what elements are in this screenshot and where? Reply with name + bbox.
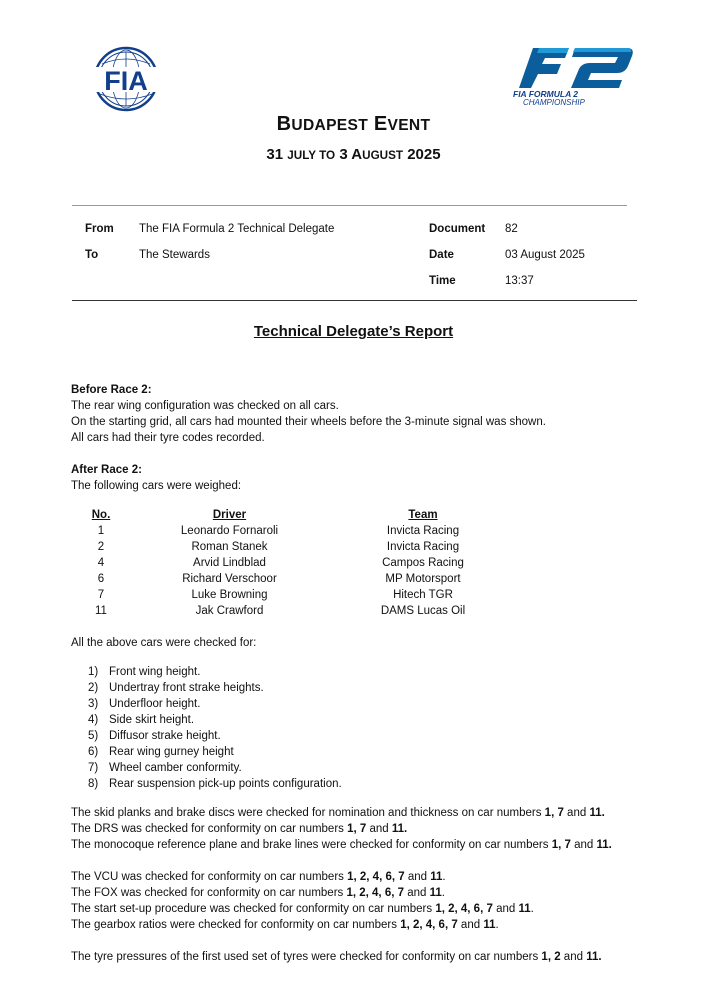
finding-fox: The FOX was checked for conformity on car numbers 1, 2, 4, 6, 7 and 11. bbox=[71, 887, 445, 899]
list-item-text: Side skirt height. bbox=[109, 714, 195, 726]
list-item-number: 2) bbox=[88, 682, 99, 694]
table-row bbox=[85, 555, 504, 571]
fia-logo bbox=[80, 46, 172, 112]
finding-drs: The DRS was checked for conformity on car numbers 1, 7 and 11. bbox=[71, 823, 408, 835]
checked-intro: All the above cars were checked for: bbox=[71, 637, 257, 649]
list-item-text: Front wing height. bbox=[109, 666, 201, 678]
list-item bbox=[88, 680, 671, 696]
before-race-heading: Before Race 2: bbox=[71, 384, 152, 396]
team-name: DAMS Lucas Oil bbox=[380, 605, 466, 617]
list-item-text: Underfloor height. bbox=[109, 698, 201, 710]
driver-name: Jak Crawford bbox=[195, 605, 264, 617]
list-item-number: 8) bbox=[88, 778, 99, 790]
list-item-number: 3) bbox=[88, 698, 99, 710]
time-label: Time bbox=[429, 275, 456, 287]
finding-skid-planks: The skid planks and brake discs were checked for nomination and thickness on car numbers 1, 7 and 11. bbox=[71, 807, 605, 819]
driver-name: Richard Verschoor bbox=[182, 573, 277, 585]
team-name: Invicta Racing bbox=[386, 525, 460, 537]
svg-text:FIA FORMULA 2: FIA FORMULA 2 bbox=[513, 89, 579, 99]
car-number: 1 bbox=[97, 525, 105, 537]
finding-monocoque: The monocoque reference plane and brake lines were checked for conformity on car numbers 1, 7 and 11. bbox=[71, 839, 612, 851]
team-name: Campos Racing bbox=[382, 557, 464, 569]
finding-start-setup: The start set-up procedure was checked for conformity on car numbers 1, 2, 4, 6, 7 and 11. bbox=[71, 903, 534, 915]
date-label: Date bbox=[429, 249, 454, 261]
f2-championship-logo bbox=[505, 44, 637, 106]
finding-tyre-pressures: The tyre pressures of the first used set of tyres were checked for conformity on car numbers 1, 2 and 11. bbox=[71, 951, 602, 963]
header-divider-top bbox=[72, 205, 627, 206]
table-row bbox=[85, 539, 504, 555]
checks-list bbox=[71, 664, 671, 792]
car-number: 4 bbox=[97, 557, 105, 569]
report-body bbox=[71, 382, 671, 965]
time-value: 13:37 bbox=[505, 275, 534, 287]
list-item bbox=[88, 696, 671, 712]
from-value: The FIA Formula 2 Technical Delegate bbox=[139, 223, 335, 235]
header-divider-bottom bbox=[72, 300, 637, 301]
document-value: 82 bbox=[505, 223, 518, 235]
driver-name: Arvid Lindblad bbox=[193, 557, 266, 569]
report-title: Technical Delegate’s Report bbox=[253, 323, 454, 340]
list-item-text: Diffusor strake height. bbox=[109, 730, 221, 742]
col-header-team: Team bbox=[408, 509, 438, 521]
table-header-row bbox=[85, 507, 504, 523]
col-header-no: No. bbox=[91, 509, 111, 521]
driver-name: Leonardo Fornaroli bbox=[180, 525, 279, 537]
after-race-heading: After Race 2: bbox=[71, 464, 142, 476]
car-number: 2 bbox=[97, 541, 105, 553]
before-race-line: On the starting grid, all cars had mounted their wheels before the 3-minute signal was shown. bbox=[71, 416, 546, 428]
team-name: MP Motorsport bbox=[385, 573, 461, 585]
to-value: The Stewards bbox=[139, 249, 210, 261]
car-number: 6 bbox=[97, 573, 105, 585]
list-item-number: 1) bbox=[88, 666, 99, 678]
before-race-line: The rear wing configuration was checked on all cars. bbox=[71, 400, 339, 412]
list-item bbox=[88, 664, 671, 680]
event-dates: 31 JULY TO 3 AUGUST 2025 bbox=[266, 146, 441, 163]
weighed-cars-table bbox=[85, 507, 504, 619]
date-value: 03 August 2025 bbox=[505, 249, 585, 261]
col-header-driver: Driver bbox=[212, 509, 247, 521]
car-number: 7 bbox=[97, 589, 105, 601]
finding-gearbox: The gearbox ratios were checked for conformity on car numbers 1, 2, 4, 6, 7 and 11. bbox=[71, 919, 499, 931]
list-item-text: Undertray front strake heights. bbox=[109, 682, 264, 694]
table-row bbox=[85, 523, 504, 539]
list-item-number: 7) bbox=[88, 762, 99, 774]
driver-name: Roman Stanek bbox=[191, 541, 268, 553]
list-item-number: 5) bbox=[88, 730, 99, 742]
before-race-line: All cars had their tyre codes recorded. bbox=[71, 432, 265, 444]
list-item-number: 6) bbox=[88, 746, 99, 758]
table-row bbox=[85, 587, 504, 603]
list-item bbox=[88, 712, 671, 728]
svg-text:FIA: FIA bbox=[104, 66, 148, 96]
weighed-intro: The following cars were weighed: bbox=[71, 480, 242, 492]
svg-text:CHAMPIONSHIP: CHAMPIONSHIP bbox=[523, 98, 585, 106]
list-item-text: Rear suspension pick-up points configuration. bbox=[109, 778, 342, 790]
table-row bbox=[85, 571, 504, 587]
team-name: Hitech TGR bbox=[393, 589, 453, 601]
to-label: To bbox=[85, 249, 99, 261]
list-item-number: 4) bbox=[88, 714, 99, 726]
event-title: BUDAPEST EVENT bbox=[276, 113, 431, 135]
table-row bbox=[85, 603, 504, 619]
car-number: 11 bbox=[95, 605, 107, 617]
list-item bbox=[88, 728, 671, 744]
driver-name: Luke Browning bbox=[191, 589, 268, 601]
list-item-text: Rear wing gurney height bbox=[109, 746, 234, 758]
list-item bbox=[88, 776, 671, 792]
from-label: From bbox=[85, 223, 114, 235]
team-name: Invicta Racing bbox=[386, 541, 460, 553]
list-item bbox=[88, 760, 671, 776]
list-item bbox=[88, 744, 671, 760]
list-item-text: Wheel camber conformity. bbox=[109, 762, 242, 774]
document-label: Document bbox=[429, 223, 486, 235]
finding-vcu: The VCU was checked for conformity on car numbers 1, 2, 4, 6, 7 and 11. bbox=[71, 871, 446, 883]
